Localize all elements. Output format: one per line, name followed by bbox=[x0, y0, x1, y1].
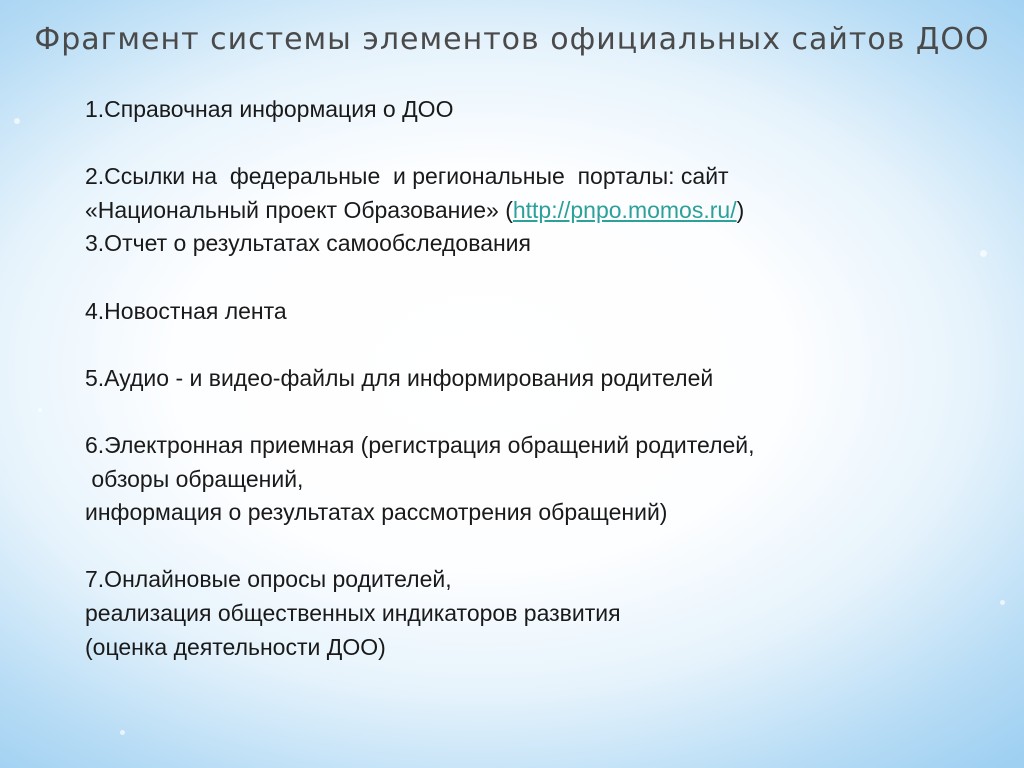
list-item: 5.Аудио - и видео-файлы для информирования родителей bbox=[85, 364, 714, 391]
pnpo-link[interactable]: http://pnpo.momos.ru/ bbox=[512, 196, 737, 223]
blank-line bbox=[85, 395, 985, 429]
link-prefix-text: «Национальный проект Образование» ( bbox=[85, 196, 513, 223]
background-sparkle bbox=[1000, 600, 1005, 605]
slide-content bbox=[85, 93, 985, 664]
list-item-continuation: реализация общественных индикаторов развития bbox=[85, 599, 621, 626]
link-suffix-text: ) bbox=[736, 196, 745, 223]
list-item: 4.Новостная лента bbox=[85, 297, 287, 324]
list-item-link-line bbox=[85, 194, 985, 228]
list-item-continuation: обзоры обращений, bbox=[85, 465, 304, 492]
background-sparkle bbox=[38, 408, 42, 412]
list-item-continuation: (оценка деятельности ДОО) bbox=[85, 633, 386, 660]
blank-line bbox=[85, 127, 985, 161]
background-sparkle bbox=[14, 118, 20, 124]
list-item: 6.Электронная приемная (регистрация обращений родителей, bbox=[85, 431, 755, 458]
list-item: 2.Ссылки на федеральные и региональные порталы: сайт bbox=[85, 163, 729, 190]
list-item: 3.Отчет о результатах самообследования bbox=[85, 230, 531, 257]
list-item: 1.Справочная информация о ДОО bbox=[85, 96, 454, 122]
list-item: 7.Онлайновые опросы родителей, bbox=[85, 566, 452, 593]
list-item-continuation: информация о результатах рассмотрения обращений) bbox=[85, 499, 668, 526]
blank-line bbox=[85, 328, 985, 362]
background-sparkle bbox=[120, 730, 125, 735]
blank-line bbox=[85, 261, 985, 295]
blank-line bbox=[85, 530, 985, 564]
slide-title: Фрагмент системы элементов официальных сайтов ДОО bbox=[34, 22, 990, 57]
